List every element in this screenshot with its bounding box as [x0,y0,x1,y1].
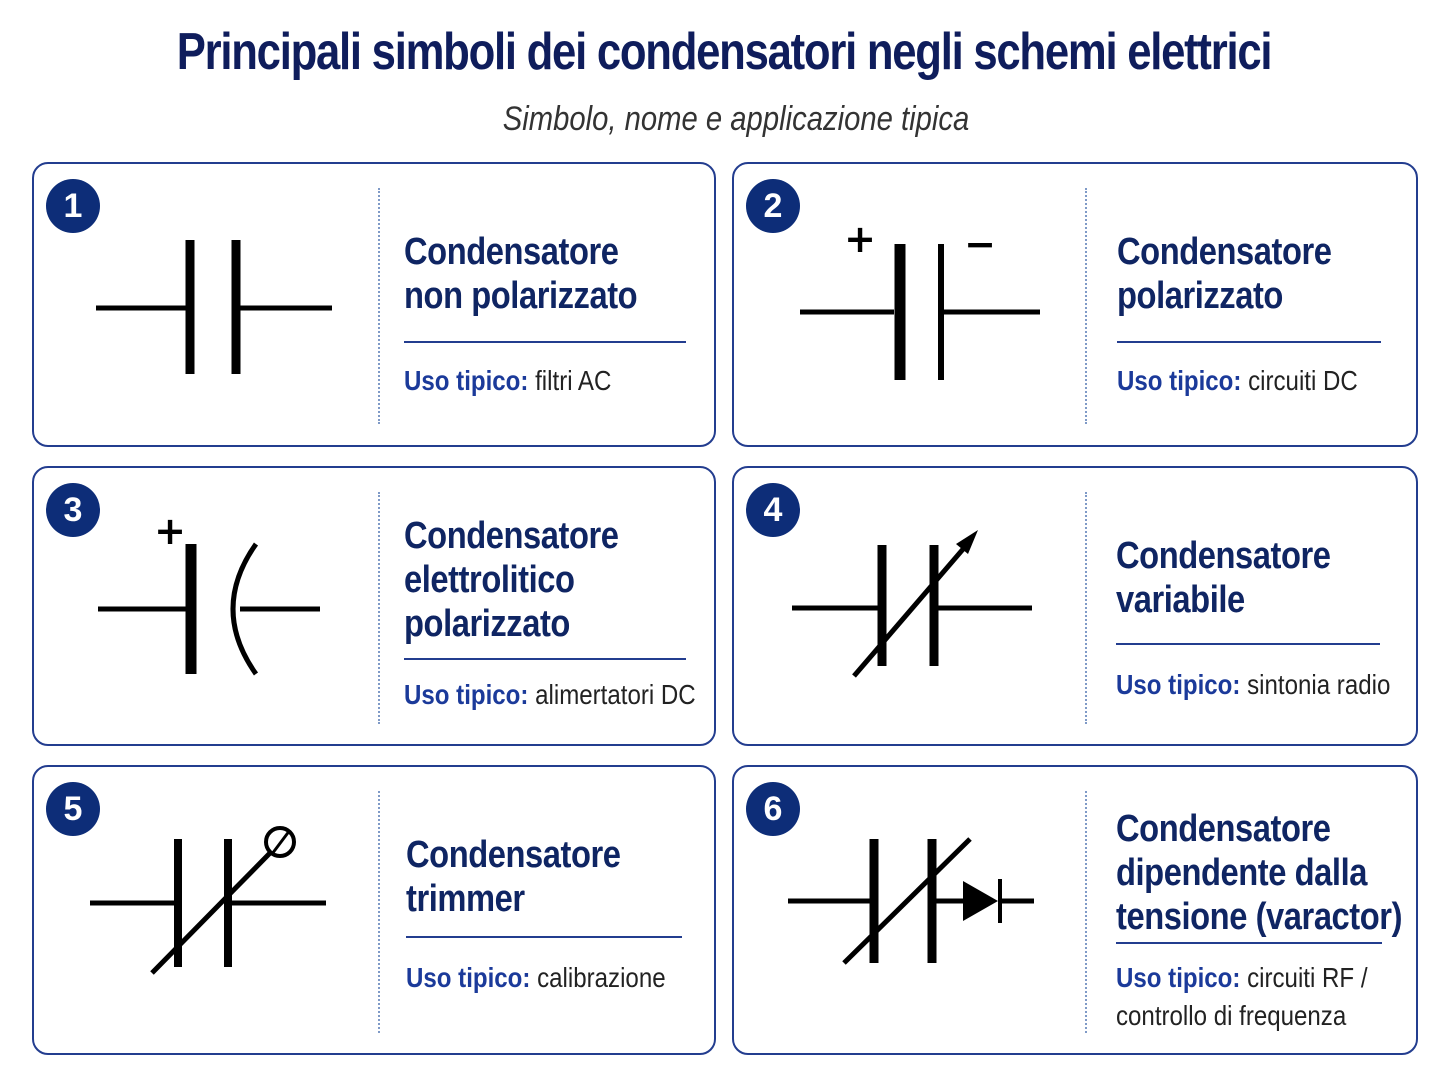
card-rule [1117,341,1381,343]
varactor-capacitor-icon [734,767,1094,1057]
card-number-badge: 4 [746,483,800,537]
card-number-badge: 2 [746,179,800,233]
plus-sign: + [154,509,186,553]
card-name: Condensatore polarizzato [1117,231,1332,317]
card-name: Condensatore non polarizzato [404,231,638,317]
page-title: Principali simboli dei condensatori negli schemi elettrici [176,23,1272,81]
card-rule [404,341,686,343]
card-non-polarized-capacitor [32,162,716,447]
card-divider [378,492,380,724]
minus-sign: − [964,222,996,266]
card-divider [378,791,380,1033]
card-usage: Uso tipico: circuiti RF / controllo di frequenza [1116,962,1368,1031]
card-polarized-capacitor [732,162,1418,447]
card-usage: Uso tipico: alimertatori DC [404,679,696,710]
variable-capacitor-icon [734,468,1094,748]
card-usage: Uso tipico: calibrazione [406,962,666,993]
card-name: Condensatore dipendente dalla tensione (varactor) [1116,808,1403,938]
card-number-badge: 1 [46,179,100,233]
card-variable-capacitor [732,466,1418,746]
trimmer-capacitor-icon [34,767,394,1057]
non-polarized-capacitor-icon [34,164,394,449]
card-rule [406,936,682,938]
card-rule [1116,942,1382,944]
card-divider [1085,791,1087,1033]
card-trimmer-capacitor [32,765,716,1055]
card-rule [404,658,686,660]
card-usage: Uso tipico: circuiti DC [1117,365,1358,396]
page-subtitle: Simbolo, nome e applicazione tipica [502,100,970,138]
card-number-badge: 3 [46,483,100,537]
card-usage: Uso tipico: filtri AC [404,365,612,396]
polarized-capacitor-icon [734,164,1094,449]
plus-sign: + [844,217,876,261]
card-number-badge: 6 [746,782,800,836]
card-divider [1085,188,1087,424]
card-electrolytic-capacitor [32,466,716,746]
card-divider [1085,492,1087,724]
card-number-badge: 5 [46,782,100,836]
card-name: Condensatore trimmer [406,834,621,920]
electrolytic-capacitor-icon [34,468,394,748]
card-name: Condensatore elettrolitico polarizzato [404,515,619,645]
card-name: Condensatore variabile [1116,535,1331,621]
card-rule [1116,643,1380,645]
card-divider [378,188,380,424]
card-varactor-capacitor [732,765,1418,1055]
card-usage: Uso tipico: sintonia radio [1116,669,1391,700]
